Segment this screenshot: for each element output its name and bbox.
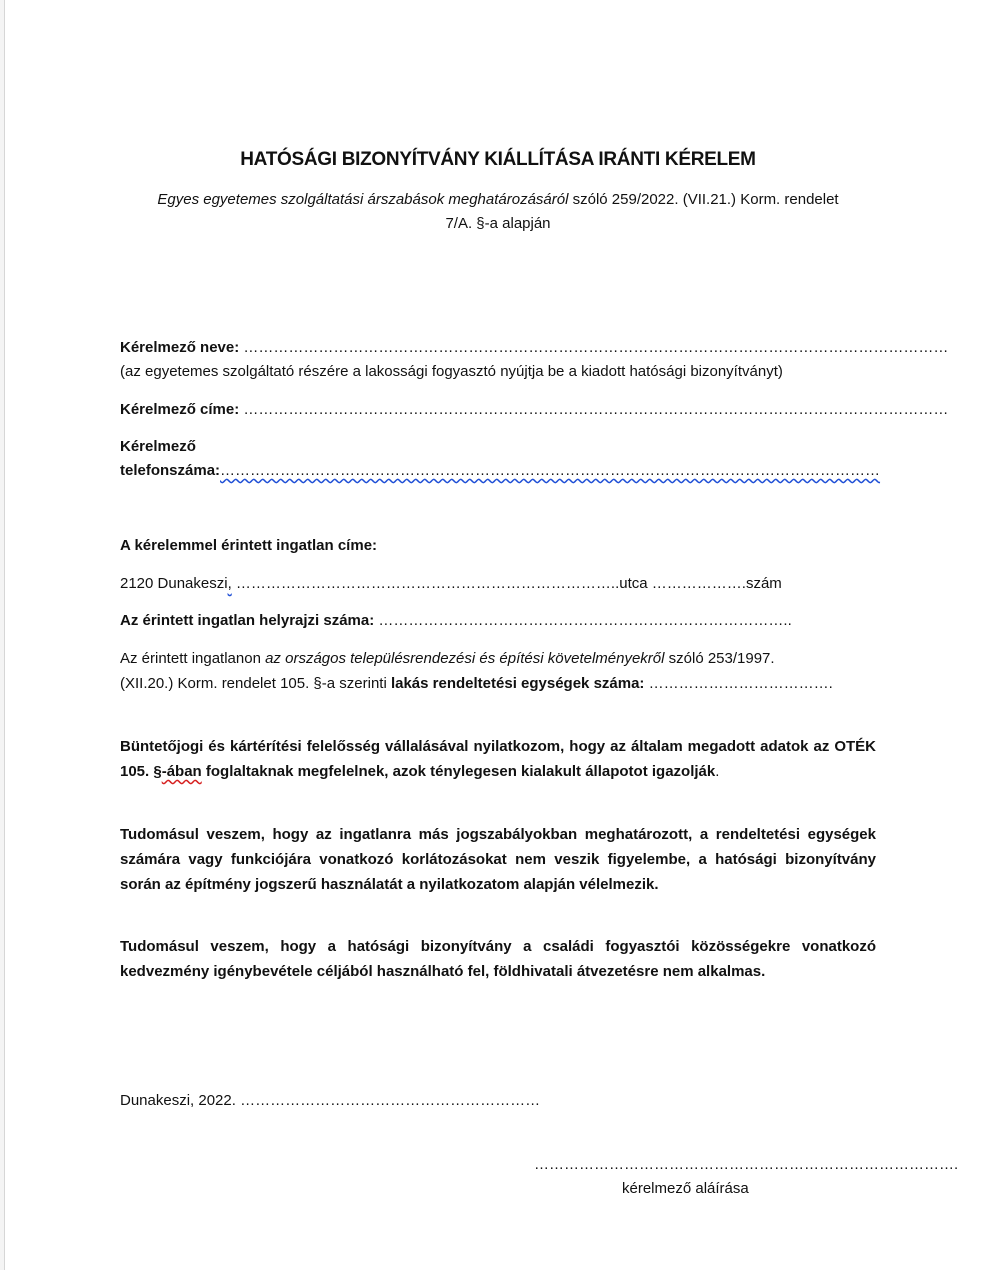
declaration-liability-part2: foglaltaknak megfelelnek, azok ténylegesen kialakult állapotot igazolják bbox=[201, 763, 716, 780]
applicant-address-label: Kérelmező címe: bbox=[120, 401, 240, 418]
property-lot-label: Az érintett ingatlan helyrajzi száma: bbox=[120, 612, 375, 629]
applicant-phone-row bbox=[120, 462, 880, 479]
document-subtitle bbox=[120, 188, 876, 236]
property-lot-field[interactable]: ……………………………………………………………………….. bbox=[374, 612, 792, 629]
declaration-liability-end: . bbox=[715, 763, 720, 780]
property-units-line1 bbox=[120, 650, 775, 667]
subtitle-italic: Egyes egyetemes szolgáltatási árszabások meghatározásáról bbox=[157, 191, 569, 208]
subtitle-line-1 bbox=[157, 191, 838, 208]
applicant-phone-field[interactable]: …………………………………………………………………………………………………………………… bbox=[220, 462, 881, 479]
applicant-phone-label-line1: Kérelmező bbox=[120, 438, 196, 455]
property-city: 2120 Dunakeszi bbox=[120, 575, 228, 592]
property-address-heading: A kérelemmel érintett ingatlan címe: bbox=[120, 537, 378, 554]
property-units-text3: (XII.20.) Korm. rendelet 105. §-a szerinti bbox=[120, 675, 391, 692]
applicant-name-field[interactable]: …………………………………………………………………………………………………………………………… bbox=[239, 339, 949, 356]
declaration-liability-flagged-word: -ában bbox=[161, 763, 202, 780]
declaration-usage: Tudomásul veszem, hogy a hatósági bizonyítvány a családi fogyasztói közösségekre vonatkozó kedvezmény igénybevétele céljából használható fel, földhivatali átvezetésre nem alkalmas. bbox=[120, 938, 876, 980]
document-title: HATÓSÁGI BIZONYÍTVÁNY KIÁLLÍTÁSA IRÁNTI KÉRELEM bbox=[240, 149, 756, 170]
property-units-line2 bbox=[120, 675, 833, 692]
applicant-name-label: Kérelmező neve: bbox=[120, 339, 240, 356]
property-units-text1: Az érintett ingatlanon bbox=[120, 650, 266, 667]
signature-label: kérelmező aláírása bbox=[622, 1180, 749, 1197]
applicant-address-row bbox=[120, 401, 948, 418]
applicant-name-note: (az egyetemes szolgáltató részére a lakossági fogyasztó nyújtja be a kiadott hatósági bizonyítványt) bbox=[120, 363, 783, 380]
property-address-row bbox=[120, 575, 782, 592]
declaration-restrictions: Tudomásul veszem, hogy az ingatlanra más jogszabályokban meghatározott, a rendeltetési egységek számára vagy funkciójára vonatkozó korlátozásokat nem veszik figyelembe, a hatósági bizonyítvány során az építmény jogszerű használatát a nyilatkozatom alapján vélelmezik. bbox=[120, 826, 876, 893]
date-field[interactable]: …………………………………………………… bbox=[235, 1092, 541, 1109]
applicant-address-field[interactable]: …………………………………………………………………………………………………………………………… bbox=[239, 401, 949, 418]
property-units-field[interactable]: ………………………………. bbox=[644, 675, 833, 692]
property-city-comma: , bbox=[227, 575, 232, 592]
signature-line[interactable]: …………………………………………………………………………. bbox=[534, 1156, 959, 1173]
property-units-label: lakás rendeltetési egységek száma: bbox=[390, 675, 645, 692]
page-left-edge bbox=[0, 0, 5, 1270]
declaration-liability bbox=[120, 734, 876, 784]
property-number-word: szám bbox=[745, 575, 782, 592]
property-street-field[interactable]: ………………………………………………………………….. bbox=[231, 575, 620, 592]
property-units-italic: az országos településrendezési és építési követelményekről bbox=[265, 650, 665, 667]
subtitle-line-2: 7/A. §-a alapján bbox=[445, 215, 551, 232]
place-date-row bbox=[120, 1092, 540, 1109]
property-units-text2: szóló 253/1997. bbox=[664, 650, 775, 667]
property-street-word: utca bbox=[619, 575, 648, 592]
declaration-liability-part1: Büntetőjogi és kártérítési felelősség vállalásával nyilatkozom, hogy az általam megadott adatok az OTÉK 105. § bbox=[120, 738, 876, 780]
applicant-name-row bbox=[120, 339, 948, 356]
place-date-label: Dunakeszi, 2022. bbox=[120, 1092, 236, 1109]
property-number-field[interactable]: ………………. bbox=[647, 575, 746, 592]
applicant-phone-label-line2: telefonszáma: bbox=[120, 462, 221, 479]
subtitle-rest: szóló 259/2022. (VII.21.) Korm. rendelet bbox=[568, 191, 839, 208]
property-lot-row bbox=[120, 612, 792, 629]
